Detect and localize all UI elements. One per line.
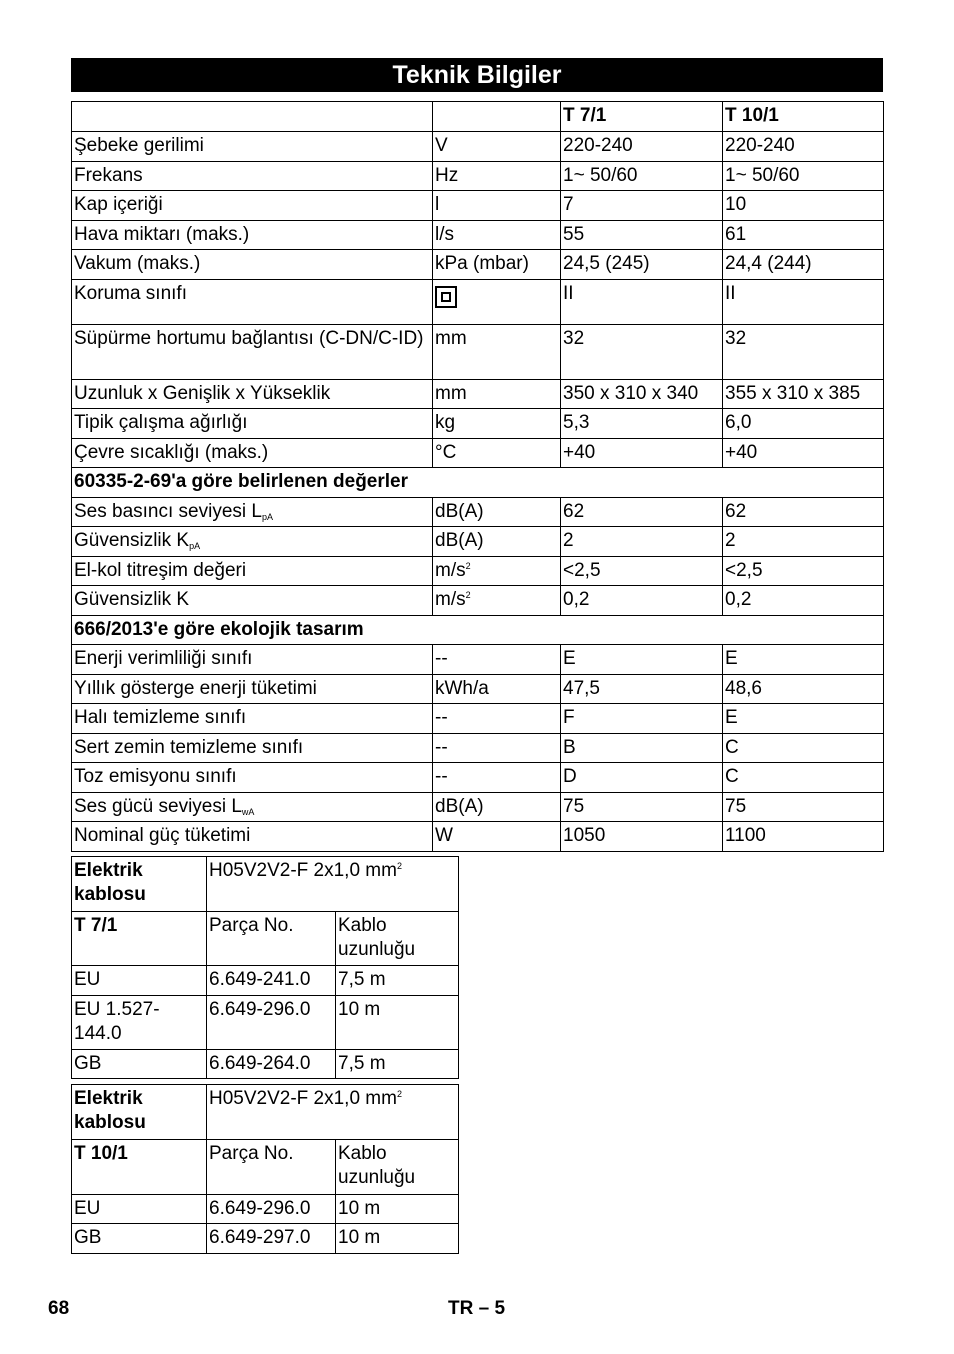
- row-value-t7: 7: [561, 191, 723, 221]
- cable-region: EU: [72, 1195, 207, 1224]
- table-row: [72, 704, 884, 734]
- row-unit-text: m/s: [435, 589, 466, 610]
- row-value-t7: 75: [561, 793, 723, 822]
- row-value-t10: 1~ 50/60: [723, 162, 884, 191]
- row-value-t10: 75: [723, 793, 884, 822]
- cable-region: EU 1.527-144.0: [72, 996, 207, 1050]
- cable-type-sup: 2: [396, 1089, 402, 1099]
- row-label: Çevre sıcaklığı (maks.): [72, 439, 433, 468]
- row-unit: --: [433, 645, 561, 675]
- row-label: Nominal güç tüketimi: [72, 822, 433, 852]
- row-unit: dB(A): [433, 527, 561, 557]
- table-row: [72, 162, 884, 191]
- page-number: 68: [48, 1298, 70, 1319]
- cable-length: 7,5 m: [336, 966, 459, 996]
- table-header-row: [72, 102, 884, 132]
- row-value-t7: E: [561, 645, 723, 675]
- cable-length: 10 m: [336, 1195, 459, 1224]
- header-cell-t10: T 10/1: [723, 102, 884, 132]
- row-unit: kPa (mbar): [433, 250, 561, 280]
- row-unit: [433, 280, 561, 325]
- row-value-t7: <2,5: [561, 557, 723, 586]
- row-unit: --: [433, 763, 561, 793]
- row-unit: dB(A): [433, 498, 561, 527]
- cable-part: 6.649-297.0: [207, 1224, 336, 1254]
- row-unit-sup: 2: [465, 590, 471, 600]
- row-value-t7: 2: [561, 527, 723, 557]
- header-cell-t7: T 7/1: [561, 102, 723, 132]
- cable-length: 10 m: [336, 996, 459, 1050]
- row-label-text: Ses gücü seviyesi L: [74, 796, 242, 817]
- row-value-t10: <2,5: [723, 557, 884, 586]
- row-value-t7: 24,5 (245): [561, 250, 723, 280]
- table-row: [72, 675, 884, 704]
- cable-col-length: Kablo uzunluğu: [336, 1140, 459, 1195]
- table-row: [72, 191, 884, 221]
- row-label-text: Güvensizlik K: [74, 530, 190, 551]
- cable-part: 6.649-264.0: [207, 1050, 336, 1079]
- row-label: [72, 527, 433, 557]
- table-row: [72, 132, 884, 162]
- row-value-t7: +40: [561, 439, 723, 468]
- cable-subheader-row: [72, 912, 459, 966]
- table-row: [72, 586, 884, 616]
- row-label: Güvensizlik K: [72, 586, 433, 616]
- page-title: Teknik Bilgiler: [71, 58, 883, 92]
- row-value-t7: 350 x 310 x 340: [561, 380, 723, 409]
- row-unit: dB(A): [433, 793, 561, 822]
- row-label: Uzunluk x Genişlik x Yükseklik: [72, 380, 433, 409]
- cable-length: 7,5 m: [336, 1050, 459, 1079]
- technical-data-table: [71, 101, 884, 852]
- row-unit: °C: [433, 439, 561, 468]
- cable-part: 6.649-296.0: [207, 996, 336, 1050]
- row-value-t10: 6,0: [723, 409, 884, 439]
- row-label: Tipik çalışma ağırlığı: [72, 409, 433, 439]
- table-row: [72, 409, 884, 439]
- table-row: [72, 966, 459, 996]
- cable-type: [207, 1085, 459, 1140]
- row-value-t7: 47,5: [561, 675, 723, 704]
- cable-type-text: H05V2V2-F 2x1,0 mm: [209, 1088, 397, 1109]
- cable-label: Elektrik kablosu: [72, 1085, 207, 1140]
- row-label: [72, 498, 433, 527]
- row-value-t7: 1~ 50/60: [561, 162, 723, 191]
- table-row: [72, 645, 884, 675]
- row-unit-text: m/s: [435, 560, 466, 581]
- row-label-sub: pA: [189, 541, 201, 551]
- row-value-t7: 0,2: [561, 586, 723, 616]
- row-value-t10: C: [723, 734, 884, 763]
- section-heading-60335: 60335-2-69'a göre belirlenen değerler: [72, 468, 884, 498]
- section-row: [72, 468, 884, 498]
- row-unit: W: [433, 822, 561, 852]
- row-unit: l/s: [433, 221, 561, 250]
- row-value-t7: F: [561, 704, 723, 734]
- row-value-t10: 355 x 310 x 385: [723, 380, 884, 409]
- row-unit: --: [433, 704, 561, 734]
- row-unit: kWh/a: [433, 675, 561, 704]
- row-value-t10: 24,4 (244): [723, 250, 884, 280]
- row-value-t10: II: [723, 280, 884, 325]
- row-label: Vakum (maks.): [72, 250, 433, 280]
- row-value-t10: 62: [723, 498, 884, 527]
- row-label-text: Ses basıncı seviyesi L: [74, 501, 262, 522]
- row-value-t10: 32: [723, 325, 884, 380]
- row-label: Şebeke gerilimi: [72, 132, 433, 162]
- row-value-t10: C: [723, 763, 884, 793]
- header-cell-label: [72, 102, 433, 132]
- row-label: El-kol titreşim değeri: [72, 557, 433, 586]
- table-row: [72, 325, 884, 380]
- table-row: [72, 822, 884, 852]
- row-value-t7: 55: [561, 221, 723, 250]
- row-value-t7: B: [561, 734, 723, 763]
- cable-table-t7: [71, 856, 459, 1079]
- cable-label: Elektrik kablosu: [72, 857, 207, 912]
- row-value-t7: 32: [561, 325, 723, 380]
- row-label-sub: pA: [261, 512, 273, 522]
- table-row: [72, 1224, 459, 1254]
- row-value-t10: E: [723, 704, 884, 734]
- row-label: Kap içeriği: [72, 191, 433, 221]
- table-row: [72, 996, 459, 1050]
- table-row: [72, 439, 884, 468]
- cable-part: 6.649-241.0: [207, 966, 336, 996]
- row-value-t10: 61: [723, 221, 884, 250]
- table-row: [72, 280, 884, 325]
- header-cell-unit: [433, 102, 561, 132]
- table-row: [72, 1050, 459, 1079]
- row-label: Frekans: [72, 162, 433, 191]
- row-value-t7: 5,3: [561, 409, 723, 439]
- cable-type-text: H05V2V2-F 2x1,0 mm: [209, 860, 397, 881]
- cable-subheader-row: [72, 1140, 459, 1195]
- row-label: Süpürme hortumu bağlantısı (C-DN/C-ID): [72, 325, 433, 380]
- cable-col-length: Kablo uzunluğu: [336, 912, 459, 966]
- cable-col-part: Parça No.: [207, 1140, 336, 1195]
- row-value-t7: D: [561, 763, 723, 793]
- row-unit: [433, 557, 561, 586]
- cable-length: 10 m: [336, 1224, 459, 1254]
- row-label: Koruma sınıfı: [72, 280, 433, 325]
- row-value-t7: 220-240: [561, 132, 723, 162]
- row-value-t10: 220-240: [723, 132, 884, 162]
- row-value-t7: II: [561, 280, 723, 325]
- row-label: Halı temizleme sınıfı: [72, 704, 433, 734]
- cable-region: GB: [72, 1224, 207, 1254]
- page-code: TR – 5: [448, 1298, 506, 1319]
- row-value-t10: 2: [723, 527, 884, 557]
- cable-type-sup: 2: [396, 861, 402, 871]
- section-row: [72, 616, 884, 645]
- section-heading-ecodesign: 666/2013'e göre ekolojik tasarım: [72, 616, 884, 645]
- cable-header-row: [72, 1085, 459, 1140]
- cable-model: T 10/1: [72, 1140, 207, 1195]
- table-row: [72, 250, 884, 280]
- row-label-sub: wA: [241, 807, 255, 817]
- cable-part: 6.649-296.0: [207, 1195, 336, 1224]
- table-row: [72, 793, 884, 822]
- row-unit: kg: [433, 409, 561, 439]
- table-row: [72, 380, 884, 409]
- table-row: [72, 557, 884, 586]
- cable-region: EU: [72, 966, 207, 996]
- cable-type: [207, 857, 459, 912]
- row-unit: mm: [433, 380, 561, 409]
- table-row: [72, 763, 884, 793]
- table-row: [72, 1195, 459, 1224]
- row-unit: mm: [433, 325, 561, 380]
- row-value-t10: 1100: [723, 822, 884, 852]
- row-label: Toz emisyonu sınıfı: [72, 763, 433, 793]
- table-row: [72, 498, 884, 527]
- cable-table-t10: [71, 1084, 459, 1254]
- row-value-t10: E: [723, 645, 884, 675]
- row-value-t7: 1050: [561, 822, 723, 852]
- row-label: Yıllık gösterge enerji tüketimi: [72, 675, 433, 704]
- row-value-t10: +40: [723, 439, 884, 468]
- cable-header-row: [72, 857, 459, 912]
- row-label: Sert zemin temizleme sınıfı: [72, 734, 433, 763]
- cable-region: GB: [72, 1050, 207, 1079]
- cable-model: T 7/1: [72, 912, 207, 966]
- row-label: Enerji verimliliği sınıfı: [72, 645, 433, 675]
- row-label: Hava miktarı (maks.): [72, 221, 433, 250]
- table-row: [72, 527, 884, 557]
- protection-class-ii-icon: [435, 286, 457, 308]
- row-unit: V: [433, 132, 561, 162]
- row-unit-sup: 2: [465, 561, 471, 571]
- row-unit: [433, 586, 561, 616]
- table-row: [72, 734, 884, 763]
- row-label: [72, 793, 433, 822]
- row-unit: l: [433, 191, 561, 221]
- row-value-t10: 0,2: [723, 586, 884, 616]
- row-value-t7: 62: [561, 498, 723, 527]
- row-value-t10: 48,6: [723, 675, 884, 704]
- cable-col-part: Parça No.: [207, 912, 336, 966]
- row-unit: Hz: [433, 162, 561, 191]
- row-unit: --: [433, 734, 561, 763]
- table-row: [72, 221, 884, 250]
- row-value-t10: 10: [723, 191, 884, 221]
